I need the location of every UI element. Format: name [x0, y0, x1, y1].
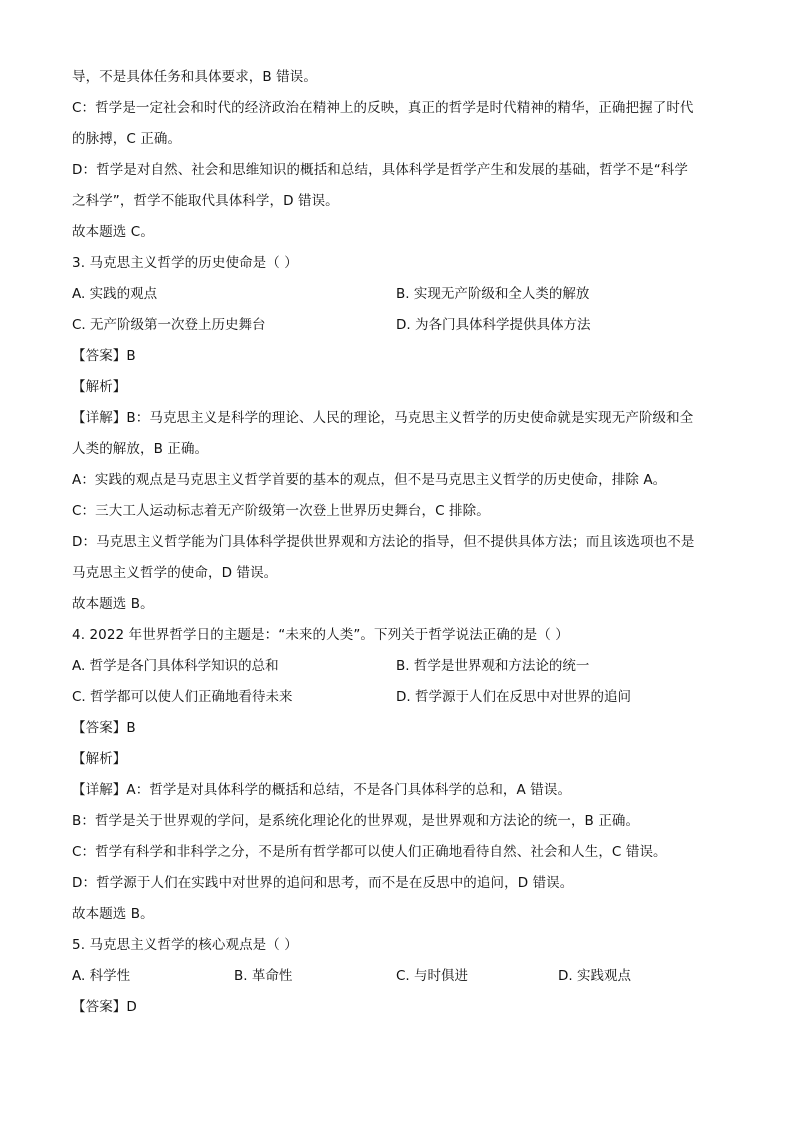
question-4-detail: D：哲学源于人们在实践中对世界的追问和思考，而不是在反思中的追问，D 错误。 [72, 875, 574, 891]
question-3-option-a: A. 实践的观点 [72, 286, 158, 302]
question-5-option-d: D. 实践观点 [558, 968, 631, 984]
text-line: 导，不是具体任务和具体要求，B 错误。 [72, 69, 317, 85]
question-3-detail: A：实践的观点是马克思主义哲学首要的基本的观点，但不是马克思主义哲学的历史使命，排除 A。 [72, 472, 667, 488]
question-4-options-row-1 [72, 651, 712, 682]
question-5-option-a: A. 科学性 [72, 968, 131, 984]
question-4-answer: 【答案】B [72, 720, 136, 736]
question-5-option-c: C. 与时俱进 [396, 968, 469, 984]
question-3-option-c: C. 无产阶级第一次登上历史舞台 [72, 317, 266, 333]
question-4-analysis-label: 【解析】 [72, 751, 127, 767]
question-3-options-row-2 [72, 310, 712, 341]
question-3-answer: 【答案】B [72, 348, 136, 364]
question-3-option-d: D. 为各门具体科学提供具体方法 [396, 317, 591, 333]
text-line: 的脉搏，C 正确。 [72, 131, 182, 147]
question-5-option-b: B. 革命性 [234, 968, 293, 984]
question-4-detail: 【详解】A：哲学是对具体科学的概括和总结，不是各门具体科学的总和，A 错误。 [72, 782, 572, 798]
question-4-option-a: A. 哲学是各门具体科学知识的总和 [72, 658, 279, 674]
question-3-options-row-1 [72, 279, 712, 310]
question-3-stem: 3. 马克思主义哲学的历史使命是（ ） [72, 255, 298, 271]
text-line: D：哲学是对自然、社会和思维知识的概括和总结，具体科学是哲学产生和发展的基础，哲学不是“科学 [72, 162, 688, 178]
question-3-analysis-label: 【解析】 [72, 379, 127, 395]
question-3-detail: D：马克思主义哲学能为门具体科学提供世界观和方法论的指导，但不提供具体方法；而且该选项也不是 [72, 534, 695, 550]
question-5-answer: 【答案】D [72, 999, 137, 1015]
question-4-detail: C：哲学有科学和非科学之分，不是所有哲学都可以使人们正确地看待自然、社会和人生，C 错误。 [72, 844, 667, 860]
text-line: 故本题选 C。 [72, 224, 154, 240]
question-3-detail: C：三大工人运动标志着无产阶级第一次登上世界历史舞台，C 排除。 [72, 503, 490, 519]
text-line: 之科学”，哲学不能取代具体科学，D 错误。 [72, 193, 339, 209]
question-3-detail: 人类的解放，B 正确。 [72, 441, 209, 457]
question-3-detail: 【详解】B：马克思主义是科学的理论、人民的理论，马克思主义哲学的历史使命就是实现无产阶级和全 [72, 410, 694, 426]
question-3-detail: 故本题选 B。 [72, 596, 154, 612]
question-4-option-b: B. 哲学是世界观和方法论的统一 [396, 658, 590, 674]
question-5-options-row [72, 961, 712, 992]
question-4-options-row-2 [72, 682, 712, 713]
question-4-detail: 故本题选 B。 [72, 906, 154, 922]
question-4-option-d: D. 哲学源于人们在反思中对世界的追问 [396, 689, 631, 705]
question-4-detail: B：哲学是关于世界观的学问，是系统化理论化的世界观，是世界观和方法论的统一，B 正确。 [72, 813, 640, 829]
question-4-option-c: C. 哲学都可以使人们正确地看待未来 [72, 689, 293, 705]
document-content [72, 62, 712, 1023]
question-3-detail: 马克思主义哲学的使命，D 错误。 [72, 565, 278, 581]
text-line: C：哲学是一定社会和时代的经济政治在精神上的反映，真正的哲学是时代精神的精华，正确把握了时代 [72, 100, 694, 116]
question-4-stem: 4. 2022 年世界哲学日的主题是：“未来的人类”。下列关于哲学说法正确的是（ ） [72, 627, 569, 643]
question-3-option-b: B. 实现无产阶级和全人类的解放 [396, 286, 590, 302]
question-5-stem: 5. 马克思主义哲学的核心观点是（ ） [72, 937, 298, 953]
